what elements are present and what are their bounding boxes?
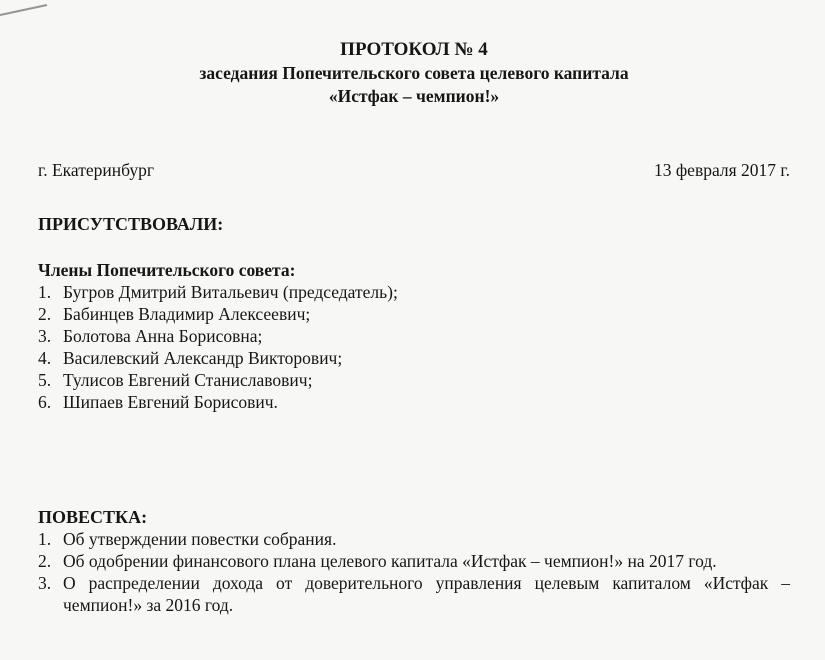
list-item — [38, 325, 790, 347]
document-subtitle-line2: «Истфак – чемпион!» — [328, 86, 500, 106]
date: 13 февраля 2017 г. — [653, 160, 790, 180]
member-name: Бугров Дмитрий Витальевич (председатель); — [63, 282, 398, 302]
list-item — [38, 528, 790, 550]
list-item — [38, 369, 790, 391]
list-item-number: 2. — [38, 304, 52, 324]
list-item — [38, 303, 790, 325]
city: г. Екатеринбург — [38, 160, 155, 180]
list-item-number: 5. — [38, 370, 52, 390]
document-header — [38, 38, 790, 108]
document-title: ПРОТОКОЛ № 4 — [340, 39, 488, 60]
agenda-item-text: Об утверждении повестки собрания. — [63, 529, 337, 549]
place-date-row — [38, 159, 790, 181]
agenda-item-text: Об одобрении финансового плана целевого капитала «Истфак – чемпион!» на 2017 год. — [63, 551, 717, 571]
agenda-item-text: О распределении дохода от доверительного управления целевым капиталом «Истфак – чемпион!» за 2016 год. — [63, 573, 790, 615]
list-item-number: 3. — [38, 326, 52, 346]
list-item-number: 6. — [38, 392, 52, 412]
agenda-heading: ПОВЕСТКА: — [38, 507, 148, 527]
list-item — [38, 572, 790, 616]
list-item-number: 1. — [38, 529, 52, 549]
list-item-number: 1. — [38, 282, 52, 302]
scan-mark — [0, 4, 47, 16]
list-item-number: 3. — [38, 573, 52, 593]
document-subtitle-line1: заседания Попечительского совета целевого капитала — [199, 63, 629, 83]
list-item — [38, 347, 790, 369]
members-list — [38, 281, 790, 413]
present-heading: ПРИСУТСТВОВАЛИ: — [38, 214, 224, 234]
members-heading: Члены Попечительского совета: — [38, 260, 296, 280]
member-name: Шипаев Евгений Борисович. — [63, 392, 278, 412]
member-name: Тулисов Евгений Станиславович; — [63, 370, 313, 390]
list-item — [38, 281, 790, 303]
list-item — [38, 391, 790, 413]
member-name: Бабинцев Владимир Алексеевич; — [63, 304, 311, 324]
list-item-number: 4. — [38, 348, 52, 368]
member-name: Василевский Александр Викторович; — [63, 348, 343, 368]
agenda-block — [38, 506, 790, 616]
list-item — [38, 550, 790, 572]
document-page — [38, 38, 790, 658]
list-item-number: 2. — [38, 551, 52, 571]
members-block — [38, 259, 790, 413]
member-name: Болотова Анна Борисовна; — [63, 326, 263, 346]
agenda-list — [38, 528, 790, 616]
